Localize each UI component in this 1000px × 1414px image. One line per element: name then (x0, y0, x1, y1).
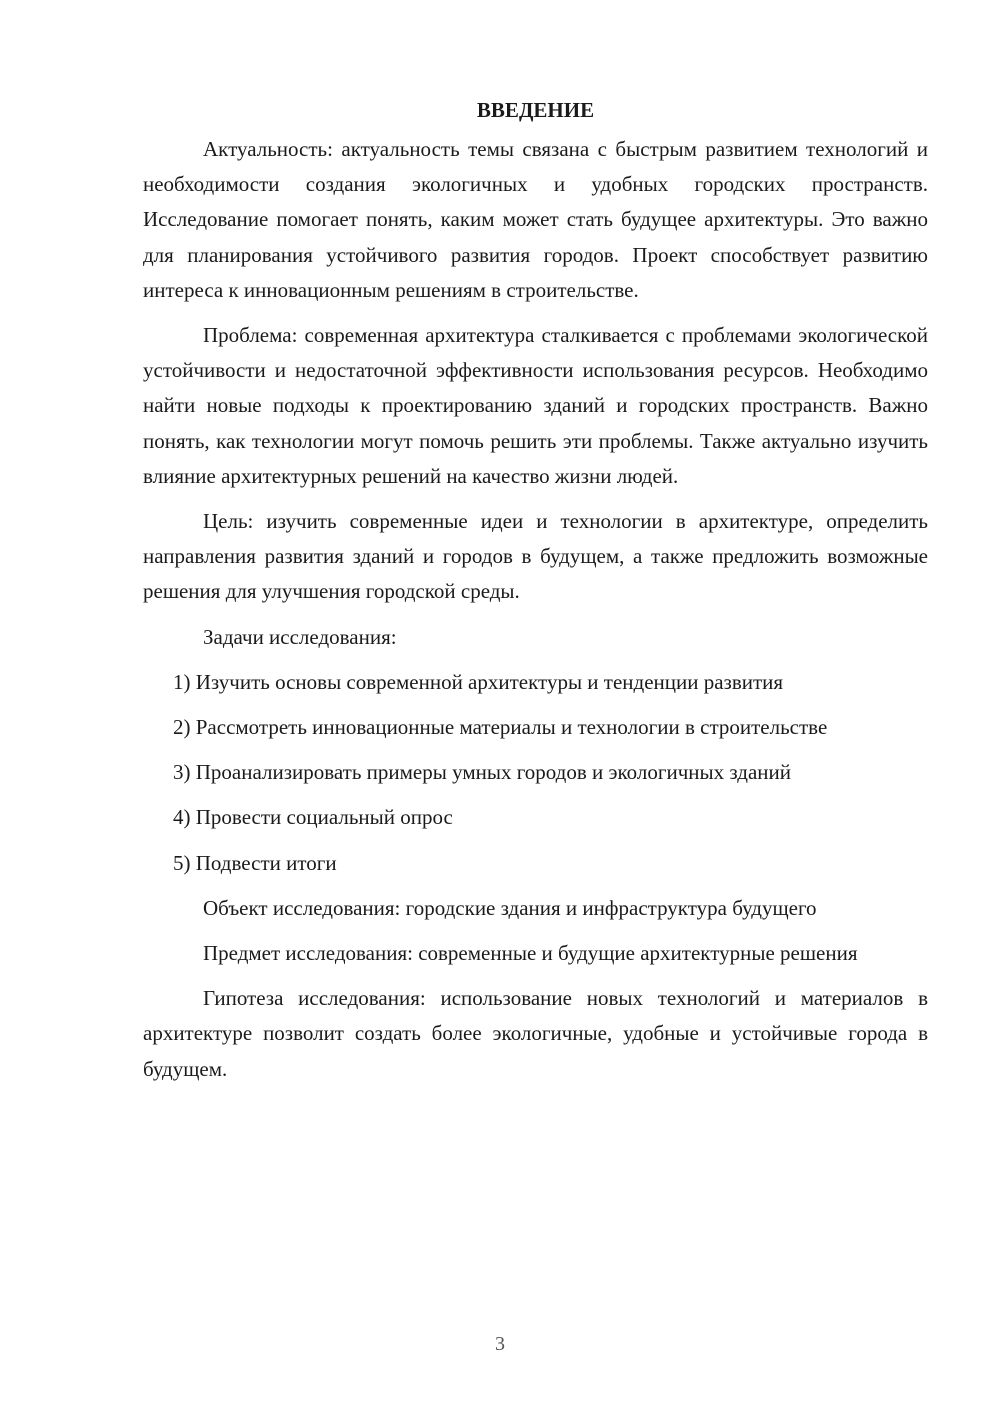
list-item: 2) Рассмотреть инновационные материалы и технологии в строительстве (173, 715, 828, 740)
document-page (143, 92, 928, 1097)
list-item: 5) Подвести итоги (173, 850, 337, 875)
paragraph-problem: Проблема: современная архитектура сталкивается с проблемами экологической устойчивости и недостаточной эффективности использования ресурсов. Необходимо найти новые подходы к проектированию зданий и городских пространств. Важно понять, как технологии могут помочь решить эти проблемы. Также актуально изучить влияние архитектурных решений на качество жизни людей. (143, 323, 928, 488)
paragraph-goal: Цель: изучить современные идеи и технологии в архитектуре, определить направления развития зданий и городов в будущем, а также предложить возможные решения для улучшения городской среды. (143, 509, 928, 604)
paragraph-object: Объект исследования: городские здания и инфраструктура будущего (203, 895, 817, 920)
paragraph-hypothesis: Гипотеза исследования: использование новых технологий и материалов в архитектуре позволит создать более экологичные, удобные и устойчивые города в будущем. (143, 986, 928, 1081)
list-item: 3) Проанализировать примеры умных городов и экологичных зданий (173, 760, 792, 785)
list-item: 1) Изучить основы современной архитектуры и тенденции развития (173, 669, 784, 694)
paragraph-subject: Предмет исследования: современные и будущие архитектурные решения (203, 941, 858, 966)
page-title: ВВЕДЕНИЕ (476, 98, 595, 122)
page-number: 3 (495, 1333, 505, 1355)
list-item: 4) Провести социальный опрос (173, 805, 453, 830)
paragraph-relevance: Актуальность: актуальность темы связана с быстрым развитием технологий и необходимости создания экологичных и удобных городских пространств. Исследование помогает понять, каким может стать будущее архитектуры. Это важно для планирования устойчивого развития городов. Проект способствует развитию интереса к инновационным решениям в строительстве. (143, 137, 928, 302)
tasks-heading: Задачи исследования: (203, 624, 397, 649)
